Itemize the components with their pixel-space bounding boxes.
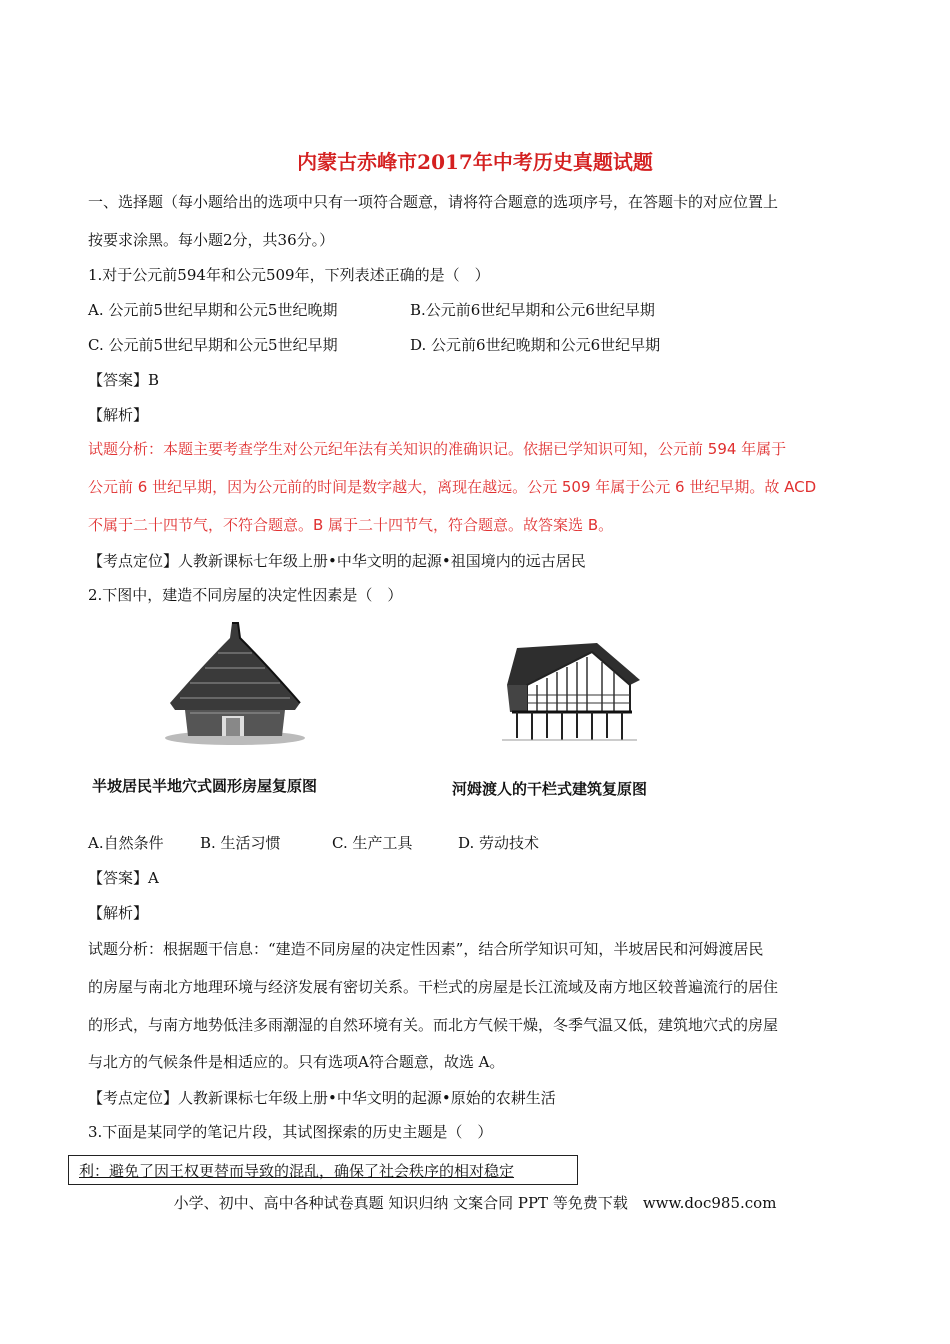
q2-stem: 2.下图中，建造不同房屋的决定性因素是（ ）: [88, 586, 403, 604]
page-footer: 小学、初中、高中各种试卷真题 知识归纳 文案合同 PPT 等免费下载 www.doc985.com: [173, 1194, 777, 1212]
q3-note-box: [68, 1155, 578, 1185]
q1-option-b: B.公元前6世纪早期和公元6世纪早期: [410, 301, 655, 319]
q1-option-c: C. 公元前5世纪早期和公元5世纪早期: [88, 336, 338, 354]
q1-analysis-heading: 【解析】: [88, 406, 149, 424]
q2-analysis-line-1: 试题分析：根据题干信息：“建造不同房屋的决定性因素”，结合所学知识可知，半坡居民和河姆渡居民: [88, 940, 764, 958]
banpo-round-house-image: [160, 618, 310, 748]
q2-analysis-heading: 【解析】: [88, 904, 149, 922]
q2-analysis-line-3: 的形式，与南方地势低洼多雨潮湿的自然环境有关。而北方气候干燥，冬季气温又低，建筑地穴式的房屋: [88, 1016, 779, 1034]
q1-analysis-line-1: 试题分析：本题主要考查学生对公元纪年法有关知识的准确识记。依据已学知识可知，公元前 594 年属于: [88, 440, 787, 458]
q1-stem: 1.对于公元前594年和公元509年，下列表述正确的是（ ）: [88, 266, 490, 284]
q2-option-a: A.自然条件: [88, 834, 164, 852]
q1-option-a: A. 公元前5世纪早期和公元5世纪晚期: [88, 301, 338, 319]
q2-analysis-line-4: 与北方的气候条件是相适应的。只有选项A符合题意，故选 A。: [88, 1053, 505, 1071]
section-intro-line-2: 按要求涂黑。每小题2分，共36分。）: [88, 231, 335, 249]
q2-knowledge-point: 【考点定位】人教新课标七年级上册•中华文明的起源•原始的农耕生活: [88, 1089, 556, 1107]
hemudu-stilt-house-image: [492, 640, 642, 745]
section-intro-line-1: 一、选择题（每小题给出的选项中只有一项符合题意，请将符合题意的选项序号，在答题卡的对应位置上: [88, 193, 779, 211]
q2-analysis-line-2: 的房屋与南北方地理环境与经济发展有密切关系。干栏式的房屋是长江流域及南方地区较普遍流行的居住: [88, 978, 779, 996]
q1-knowledge-point: 【考点定位】人教新课标七年级上册•中华文明的起源•祖国境内的远古居民: [88, 552, 586, 570]
q2-options-row: [88, 833, 539, 853]
q3-stem: 3.下面是某同学的笔记片段，其试图探索的历史主题是（ ）: [88, 1123, 493, 1141]
q1-analysis-line-2: 公元前 6 世纪早期，因为公元前的时间是数字越大，离现在越远。公元 509 年属于公元 6 世纪早期。故 ACD: [88, 478, 817, 496]
banpo-image-caption: 半坡居民半地穴式圆形房屋复原图: [92, 777, 318, 795]
q1-option-d: D. 公元前6世纪晚期和公元6世纪早期: [410, 336, 661, 354]
q2-answer: 【答案】A: [88, 869, 159, 887]
q1-analysis-line-3: 不属于二十四节气，不符合题意。B 属于二十四节气，符合题意。故答案选 B。: [88, 516, 614, 534]
q2-option-d: D. 劳动技术: [458, 834, 540, 852]
hemudu-image-caption: 河姆渡人的干栏式建筑复原图: [452, 780, 648, 798]
q2-option-b: B. 生活习惯: [200, 834, 281, 852]
page-title: 内蒙古赤峰市2017年中考历史真题试题: [297, 150, 653, 174]
q1-options-row-2: [88, 335, 660, 355]
q1-answer: 【答案】B: [88, 371, 160, 389]
q2-option-c: C. 生产工具: [332, 834, 413, 852]
q1-options-row-1: [88, 300, 655, 320]
q3-note-text: 利：避免了因王权更替而导致的混乱，确保了社会秩序的相对稳定: [79, 1162, 515, 1180]
